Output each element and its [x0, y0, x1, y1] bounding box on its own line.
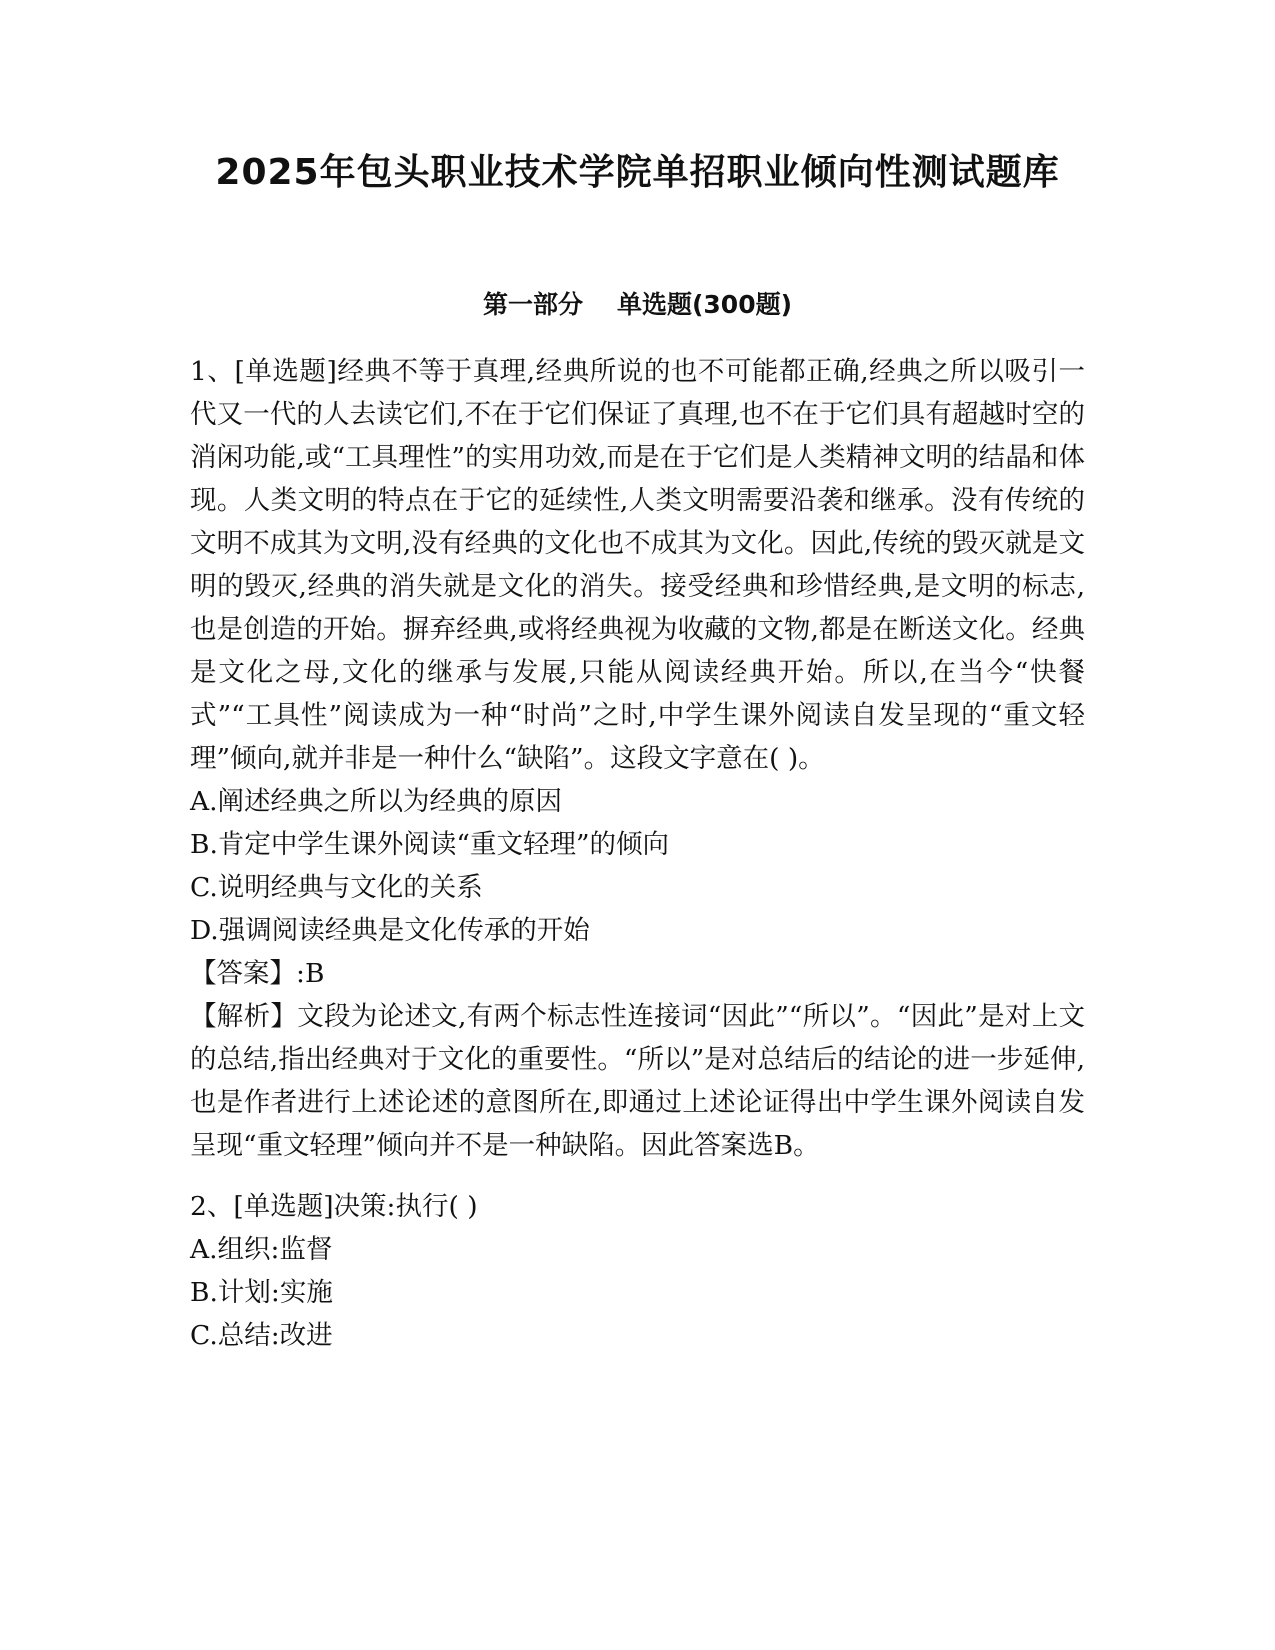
- option-c: C.总结:改进: [190, 1320, 333, 1351]
- section-part: 第一部分: [482, 290, 583, 319]
- option-a: A.阐述经典之所以为经典的原因: [190, 786, 563, 817]
- question-stem: 1、[单选题]经典不等于真理,经典所说的也不可能都正确,经典之所以吸引一代又一代的人去读它们,不在于它们保证了真理,也不在于它们具有超越时空的消闲功能,或“工具理性”的实用功效,而是在于它们是人类精神文明的结晶和体现。人类文明的特点在于它的延续性,人类文明需要沿袭和继承。没有传统的文明不成其为文明,没有经典的文化也不成其为文化。因此,传统的毁灭就是文明的毁灭,经典的消失就是文化的消失。接受经典和珍惜经典,是文明的标志,也是创造的开始。摒弃经典,或将经典视为收藏的文物,都是在断送文化。经典是文化之母,文化的继承与发展,只能从阅读经典开始。所以,在当今“快餐式”“工具性”阅读成为一种“时尚”之时,中学生课外阅读自发呈现的“重文轻理”倾向,就并非是一种什么“缺陷”。这段文字意在( )。: [190, 356, 1085, 774]
- question-item-2: [190, 1185, 1085, 1357]
- option-b: B.计划:实施: [190, 1277, 333, 1308]
- option-c: C.说明经典与文化的关系: [190, 872, 483, 903]
- analysis-paragraph: [190, 995, 1085, 1167]
- option-a: A.组织:监督: [190, 1234, 333, 1265]
- section-name: 单选题(300题): [616, 290, 793, 319]
- answer-line: [190, 952, 1085, 995]
- answer-value: B: [304, 958, 325, 989]
- option-d: D.强调阅读经典是文化传承的开始: [190, 915, 590, 946]
- document-title: 2025年包头职业技术学院单招职业倾向性测试题库: [215, 152, 1060, 193]
- question-stem: 2、[单选题]决策:执行( ): [190, 1191, 478, 1222]
- analysis-label: 【解析】: [190, 1001, 298, 1032]
- analysis-text: 文段为论述文,有两个标志性连接词“因此”“所以”。“因此”是对上文的总结,指出经典对于文化的重要性。“所以”是对总结后的结论的进一步延伸,也是作者进行上述论述的意图所在,即通过上述论证得出中学生课外阅读自发呈现“重文轻理”倾向并不是一种缺陷。因此答案选B。: [190, 1001, 1086, 1161]
- option-b: B.肯定中学生课外阅读“重文轻理”的倾向: [190, 829, 669, 860]
- question-item-1: [190, 350, 1085, 1167]
- section-heading: [0, 288, 1275, 322]
- question-list: [190, 350, 1085, 1357]
- answer-label: 【答案】:: [190, 958, 305, 989]
